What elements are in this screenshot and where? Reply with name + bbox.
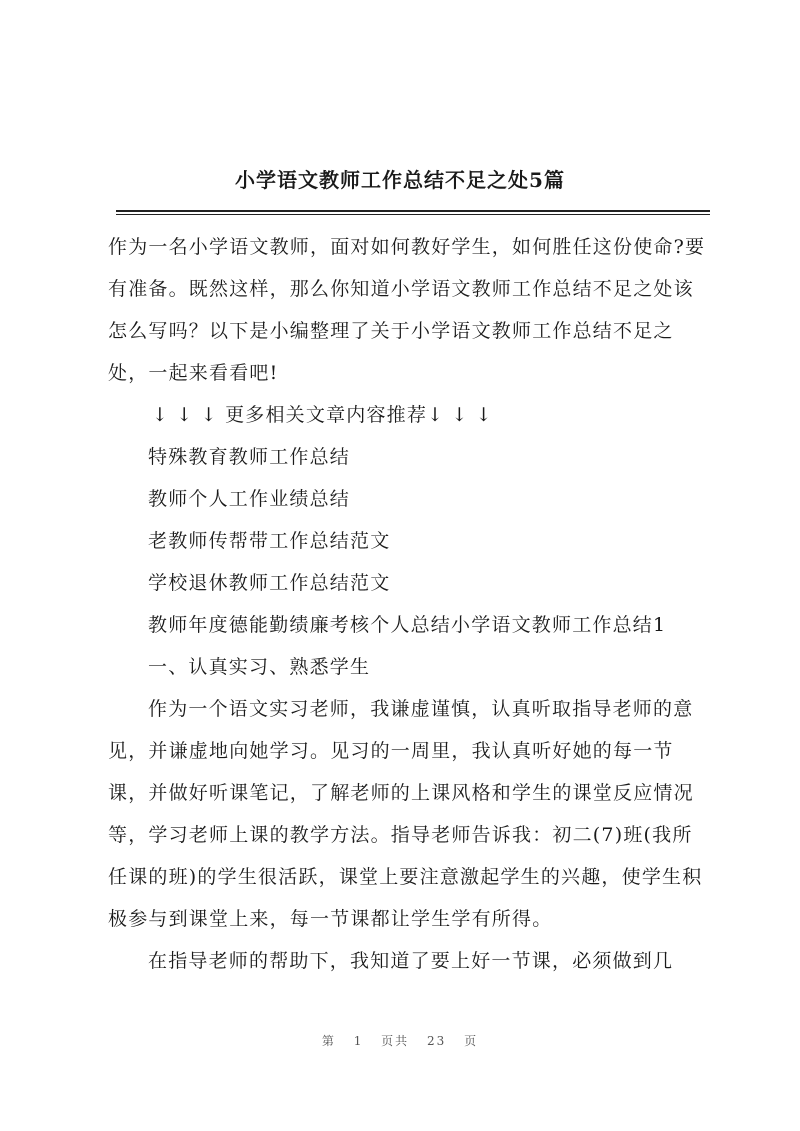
related-link-5[interactable]: 教师年度德能勤绩廉考核个人总结小学语文教师工作总结1 bbox=[148, 614, 667, 636]
document-title: 小学语文教师工作总结不足之处5篇 bbox=[235, 168, 565, 192]
footer-page-number: 1 bbox=[353, 1034, 364, 1048]
more-articles-header: ↓ ↓ ↓ 更多相关文章内容推荐↓ ↓ ↓ bbox=[152, 404, 493, 426]
footer-page-suffix: 页共 bbox=[381, 1034, 410, 1048]
document-body bbox=[108, 226, 708, 982]
related-link-3[interactable]: 老教师传帮带工作总结范文 bbox=[148, 530, 391, 552]
page-footer bbox=[0, 1032, 800, 1049]
body-paragraph-2: 在指导老师的帮助下，我知道了要上好一节课，必须做到几 bbox=[148, 950, 674, 972]
related-link-2[interactable]: 教师个人工作业绩总结 bbox=[148, 488, 351, 510]
footer-total-pages: 23 bbox=[427, 1034, 447, 1048]
title-rule-thin bbox=[116, 214, 710, 215]
section-heading: 一、认真实习、熟悉学生 bbox=[148, 656, 371, 678]
footer-page-label: 第 bbox=[321, 1034, 336, 1048]
intro-paragraph: 作为一名小学语文教师，面对如何教好学生，如何胜任这份使命?要有准备。既然这样，那么你知道小学语文教师工作总结不足之处该怎么写吗？以下是小编整理了关于小学语文教师工作总结不足之处，一起来看看吧! bbox=[108, 236, 706, 384]
related-link-4[interactable]: 学校退休教师工作总结范文 bbox=[148, 572, 391, 594]
footer-total-suffix: 页 bbox=[464, 1034, 479, 1048]
title-rule-thick bbox=[116, 210, 710, 212]
body-paragraph-1: 作为一个语文实习老师，我谦虚谨慎，认真听取指导老师的意见，并谦虚地向她学习。见习的一周里，我认真听好她的每一节课，并做好听课笔记，了解老师的上课风格和学生的课堂反应情况等，学习老师上课的教学方法。指导老师告诉我：初二(7)班(我所任课的班)的学生很活跃，课堂上要注意激起学生的兴趣，使学生积极参与到课堂上来，每一节课都让学生学有所得。 bbox=[108, 698, 703, 930]
related-link-1[interactable]: 特殊教育教师工作总结 bbox=[148, 446, 351, 468]
